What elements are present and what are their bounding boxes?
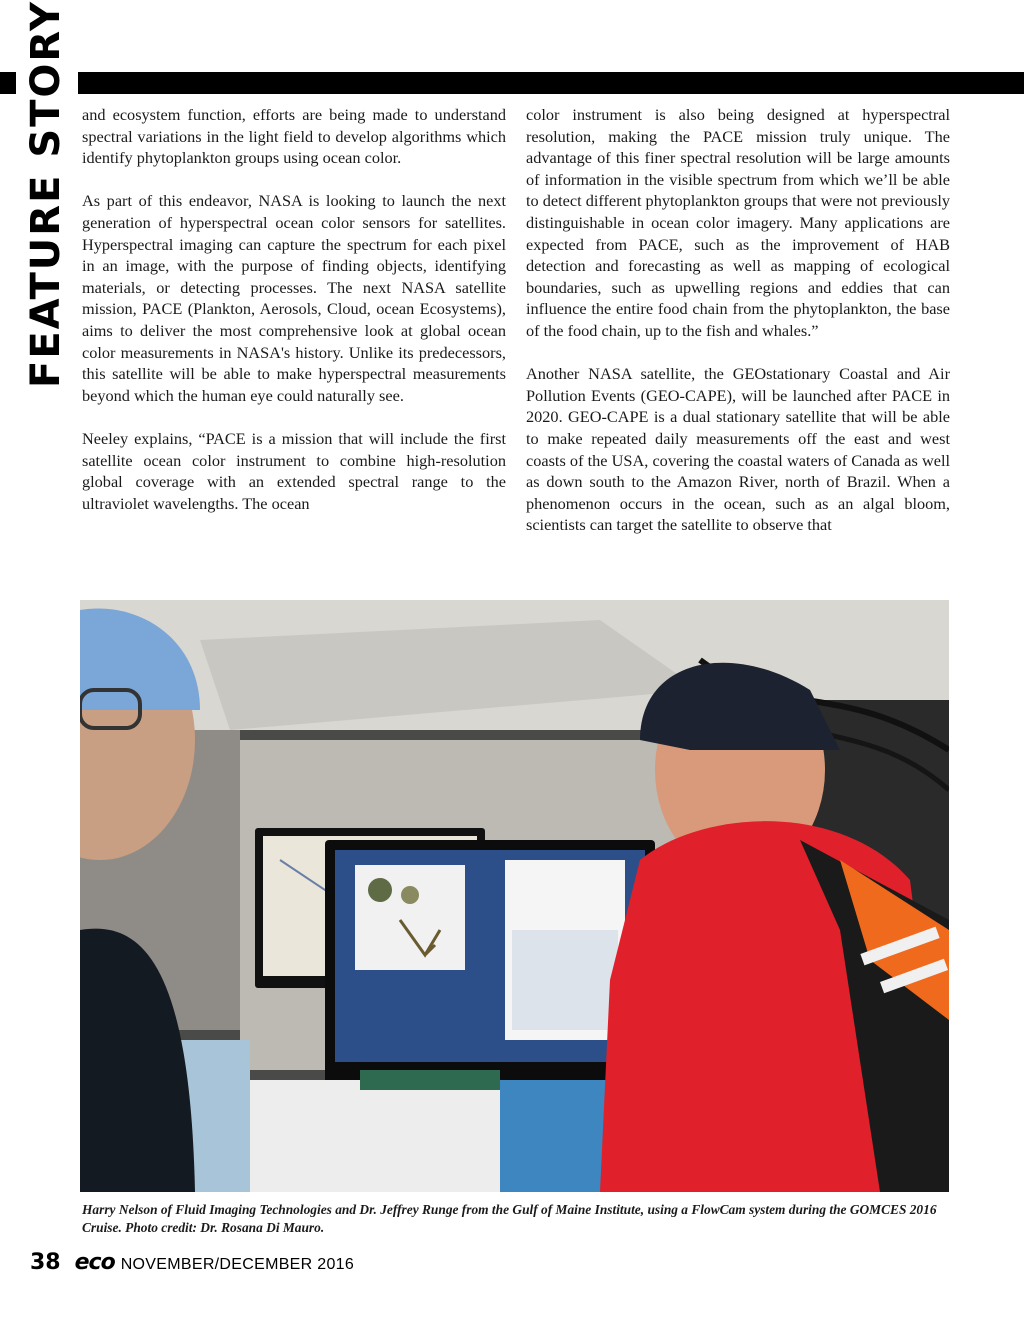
magazine-logo: eco <box>74 1250 115 1275</box>
paragraph: As part of this endeavor, NASA is looking to launch the next generation of hyperspectral ocean color sensors for satellites. Hyperspectral imaging can capture the spectrum for each pixel in an image, with the purpose of finding objects, identifying materials, or detecting processes. The next NASA satellite mission, PACE (Plankton, Aerosols, Cloud, ocean Ecosystems), aims to deliver the most comprehensive look at global ocean color measurements in NASA's history. Unlike its predecessors, this satellite will be able to make hyperspectral measurements beyond which the human eye could naturally see. <box>82 191 506 405</box>
page-footer <box>30 1250 354 1280</box>
article-column-right <box>526 104 950 557</box>
photo-caption: Harry Nelson of Fluid Imaging Technologies and Dr. Jeffrey Runge from the Gulf of Maine Institute, using a FlowCam system during the GOMCES 2016 Cruise. Photo credit: Dr. Rosana Di Mauro. <box>82 1202 937 1235</box>
article-column-left <box>82 104 506 536</box>
paragraph: Another NASA satellite, the GEOstationary Coastal and Air Pollution Events (GEO-CAPE), will be launched after PACE in 2020. GEO-CAPE is a dual stationary satellite that will be able to make repeated daily measurements off the east and west coasts of the USA, covering the coastal waters of Canada as well as down south to the Amazon River, north of Brazil. When a phenomenon occurs in the ocean, such as an algal bloom, scientists can target the satellite to observe that <box>526 364 950 535</box>
issue-date: NOVEMBER/DECEMBER 2016 <box>120 1256 355 1273</box>
page-number: 38 <box>30 1250 61 1275</box>
section-label: FEATURE STORY <box>23 0 69 388</box>
header-rule <box>0 72 1024 94</box>
article-photo <box>80 600 949 1192</box>
paragraph: color instrument is also being designed at hyperspectral resolution, making the PACE mission truly unique. The advantage of this finer spectral resolution will be large amounts of information in the visible spectrum from which we’ll be able to detect different phytoplankton groups that were not previously distinguishable in ocean color imagery. Many applications are expected from PACE, such as the improvement of HAB detection and forecasting as well as mapping of ecological boundaries, such as upwelling regions and eddies that can influence the entire food chain from the phytoplankton, the base of the food chain, up to the fish and whales.” <box>526 105 950 340</box>
paragraph: and ecosystem function, efforts are being made to understand spectral variations in the light field to develop algorithms which identify phytoplankton groups using ocean color. <box>82 105 506 168</box>
paragraph: Neeley explains, “PACE is a mission that will include the first satellite ocean color instrument to combine high-resolution global coverage with an extended spectral range to the ultraviolet wavelengths. The ocean <box>82 428 506 513</box>
